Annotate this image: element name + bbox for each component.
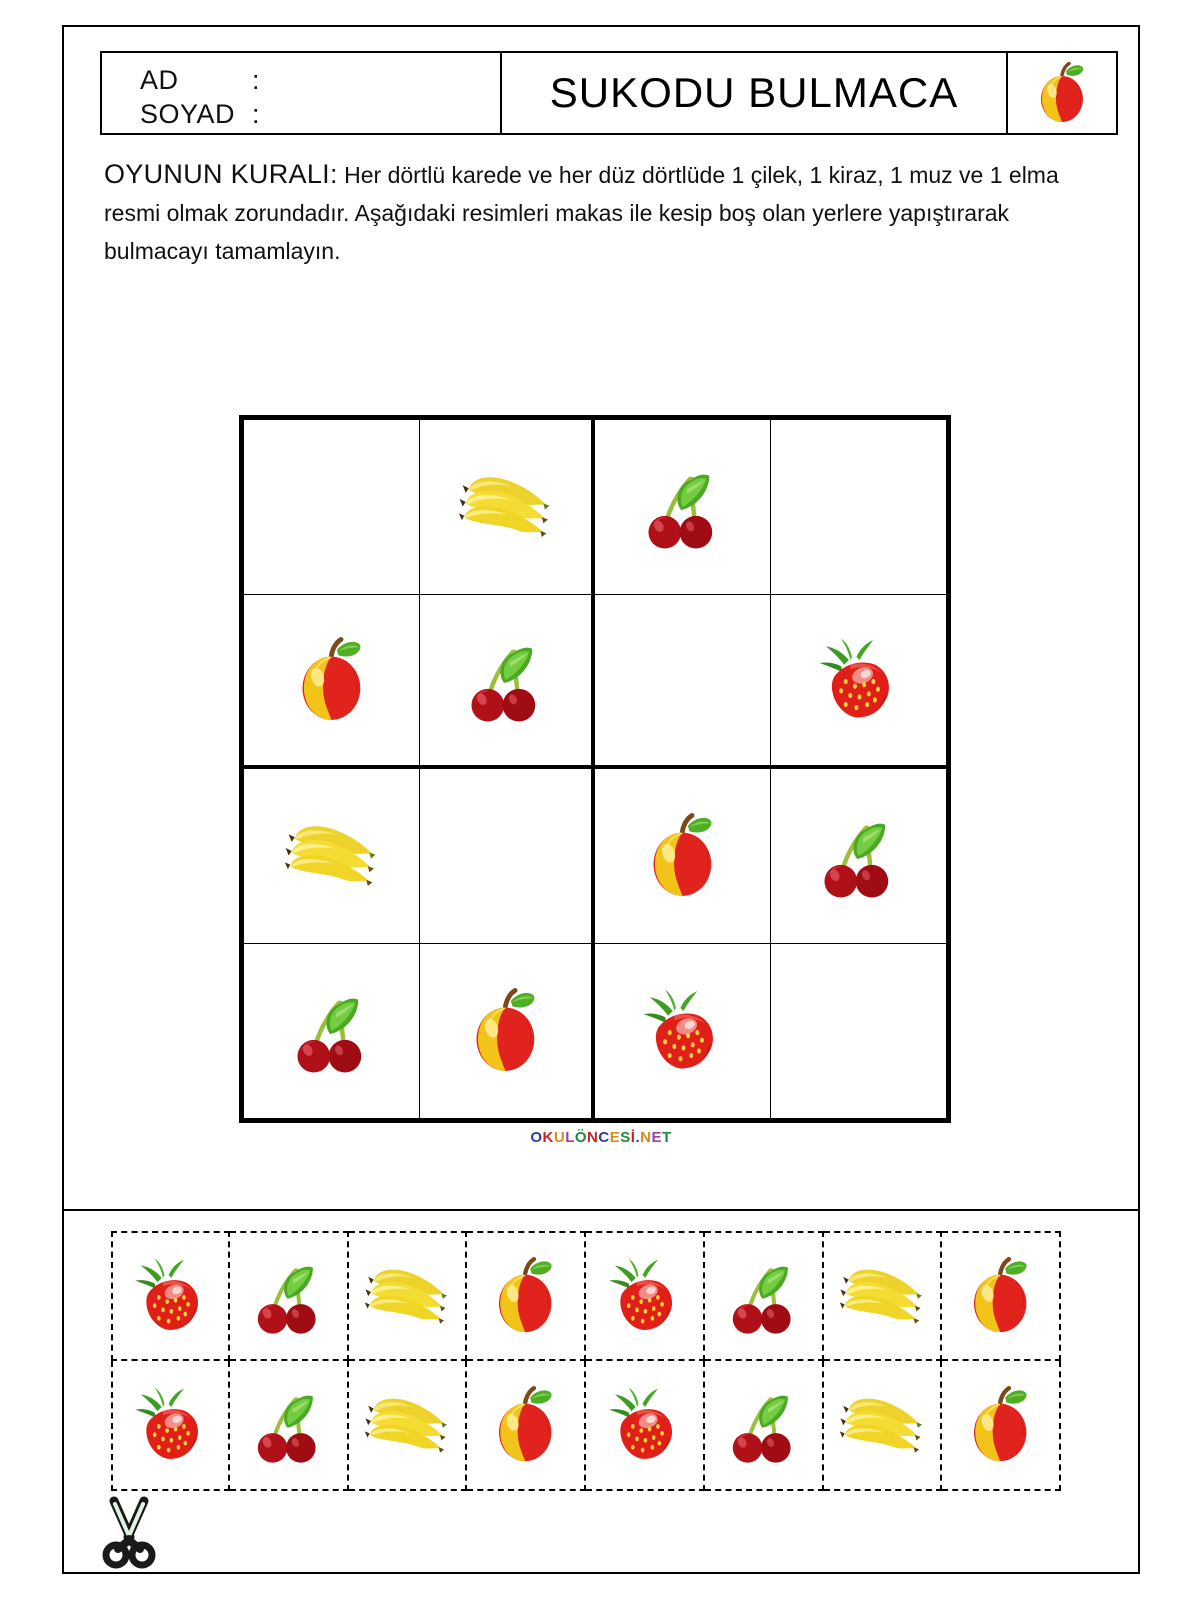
sudoku-cell-cherry[interactable] — [420, 595, 596, 770]
cutout-card-apple[interactable] — [467, 1231, 586, 1361]
sudoku-cell-strawberry[interactable] — [595, 944, 771, 1119]
surname-colon: : — [252, 99, 261, 129]
strawberry-icon — [605, 1257, 683, 1335]
sudoku-cell-empty[interactable] — [244, 420, 420, 595]
watermark-letter: N — [640, 1129, 652, 1146]
cherry-icon — [251, 1257, 325, 1335]
sudoku-cell-banana[interactable] — [420, 420, 596, 595]
cutout-card-apple[interactable] — [467, 1361, 586, 1491]
cutout-card-strawberry[interactable] — [586, 1231, 705, 1361]
cherry-icon — [726, 1386, 800, 1464]
banana-icon — [839, 1392, 925, 1458]
worksheet-header — [100, 51, 1118, 135]
cherry-icon — [817, 813, 899, 899]
cherry-icon — [251, 1386, 325, 1464]
strawberry-icon — [639, 988, 725, 1074]
cutout-card-strawberry[interactable] — [111, 1231, 230, 1361]
cutout-card-cherry[interactable] — [230, 1361, 349, 1491]
surname-label: SOYAD — [140, 99, 236, 129]
watermark-letter: N — [587, 1129, 599, 1146]
cutout-card-cherry[interactable] — [230, 1231, 349, 1361]
apple-icon — [1037, 62, 1087, 124]
rules-paragraph — [104, 155, 1094, 270]
watermark-letter: S — [620, 1129, 631, 1146]
page-title-text: SUKODU BULMACA — [549, 69, 959, 116]
site-watermark — [64, 1129, 1138, 1146]
cherry-icon — [464, 637, 546, 723]
cherry-icon — [726, 1257, 800, 1335]
sudoku-cell-cherry[interactable] — [244, 944, 420, 1119]
sudoku-grid[interactable] — [239, 415, 951, 1123]
watermark-letter: E — [609, 1129, 621, 1146]
apple-icon — [648, 813, 717, 899]
apple-icon — [494, 1257, 556, 1335]
watermark-letter: L — [565, 1129, 575, 1146]
name-label: AD — [140, 65, 179, 95]
sudoku-cell-empty[interactable] — [771, 420, 947, 595]
scissors-icon — [94, 1495, 164, 1569]
banana-icon — [458, 470, 553, 543]
cutout-card-cherry[interactable] — [705, 1361, 824, 1491]
strawberry-icon — [131, 1257, 209, 1335]
sudoku-cell-empty[interactable] — [420, 769, 596, 944]
watermark-letter: . — [635, 1129, 641, 1146]
strawberry-icon — [605, 1386, 683, 1464]
rules-heading: OYUNUN KURALI: — [104, 159, 338, 189]
cutout-card-banana[interactable] — [349, 1231, 468, 1361]
strawberry-icon — [131, 1386, 209, 1464]
cutout-card-apple[interactable] — [942, 1231, 1061, 1361]
rules-body: Her dörtlü karede ve her düz dörtlüde 1 çilek, 1 kiraz, 1 muz ve 1 elma resmi olmak zorundadır. Aşağıdaki resimleri makas ile kesip boş olan yerlere yapıştırarak bulmacayı tamamlayın. — [104, 162, 1059, 264]
watermark-letter: Ö — [574, 1129, 588, 1146]
watermark-letter: K — [542, 1129, 554, 1146]
strawberry-icon — [815, 637, 901, 723]
banana-icon — [839, 1263, 925, 1329]
apple-icon — [969, 1257, 1031, 1335]
banana-icon — [284, 819, 379, 892]
watermark-letter: U — [553, 1129, 566, 1146]
header-apple-badge — [1008, 53, 1116, 133]
cutout-card-apple[interactable] — [942, 1361, 1061, 1491]
watermark-letter: T — [661, 1129, 672, 1146]
student-name-box[interactable] — [102, 53, 502, 133]
worksheet-page — [62, 25, 1140, 1574]
sudoku-cell-empty[interactable] — [771, 944, 947, 1119]
sudoku-cell-empty[interactable] — [595, 595, 771, 770]
apple-icon — [471, 988, 540, 1074]
page-title — [502, 53, 1008, 133]
watermark-letter: O — [530, 1129, 543, 1146]
apple-icon — [494, 1386, 556, 1464]
watermark-letter: C — [598, 1129, 610, 1146]
sudoku-cell-apple[interactable] — [420, 944, 596, 1119]
sudoku-cell-cherry[interactable] — [595, 420, 771, 595]
cutout-card-banana[interactable] — [349, 1361, 468, 1491]
banana-icon — [364, 1392, 450, 1458]
cherry-icon — [641, 464, 723, 550]
cut-divider — [64, 1209, 1138, 1211]
cherry-icon — [290, 988, 372, 1074]
cutout-card-banana[interactable] — [824, 1231, 943, 1361]
sudoku-cell-apple[interactable] — [595, 769, 771, 944]
apple-icon — [297, 637, 366, 723]
cutout-card-strawberry[interactable] — [111, 1361, 230, 1491]
cutout-card-banana[interactable] — [824, 1361, 943, 1491]
sudoku-cell-banana[interactable] — [244, 769, 420, 944]
banana-icon — [364, 1263, 450, 1329]
watermark-letter: E — [651, 1129, 662, 1146]
watermark-letter: İ — [630, 1129, 636, 1146]
cutout-strip[interactable] — [111, 1231, 1061, 1491]
sudoku-cell-apple[interactable] — [244, 595, 420, 770]
scissors-marker — [94, 1495, 164, 1569]
name-row — [140, 63, 500, 97]
cutout-card-strawberry[interactable] — [586, 1361, 705, 1491]
cutout-card-cherry[interactable] — [705, 1231, 824, 1361]
sudoku-cell-strawberry[interactable] — [771, 595, 947, 770]
sudoku-cell-cherry[interactable] — [771, 769, 947, 944]
surname-row — [140, 97, 500, 131]
name-colon: : — [252, 65, 261, 95]
apple-icon — [969, 1386, 1031, 1464]
